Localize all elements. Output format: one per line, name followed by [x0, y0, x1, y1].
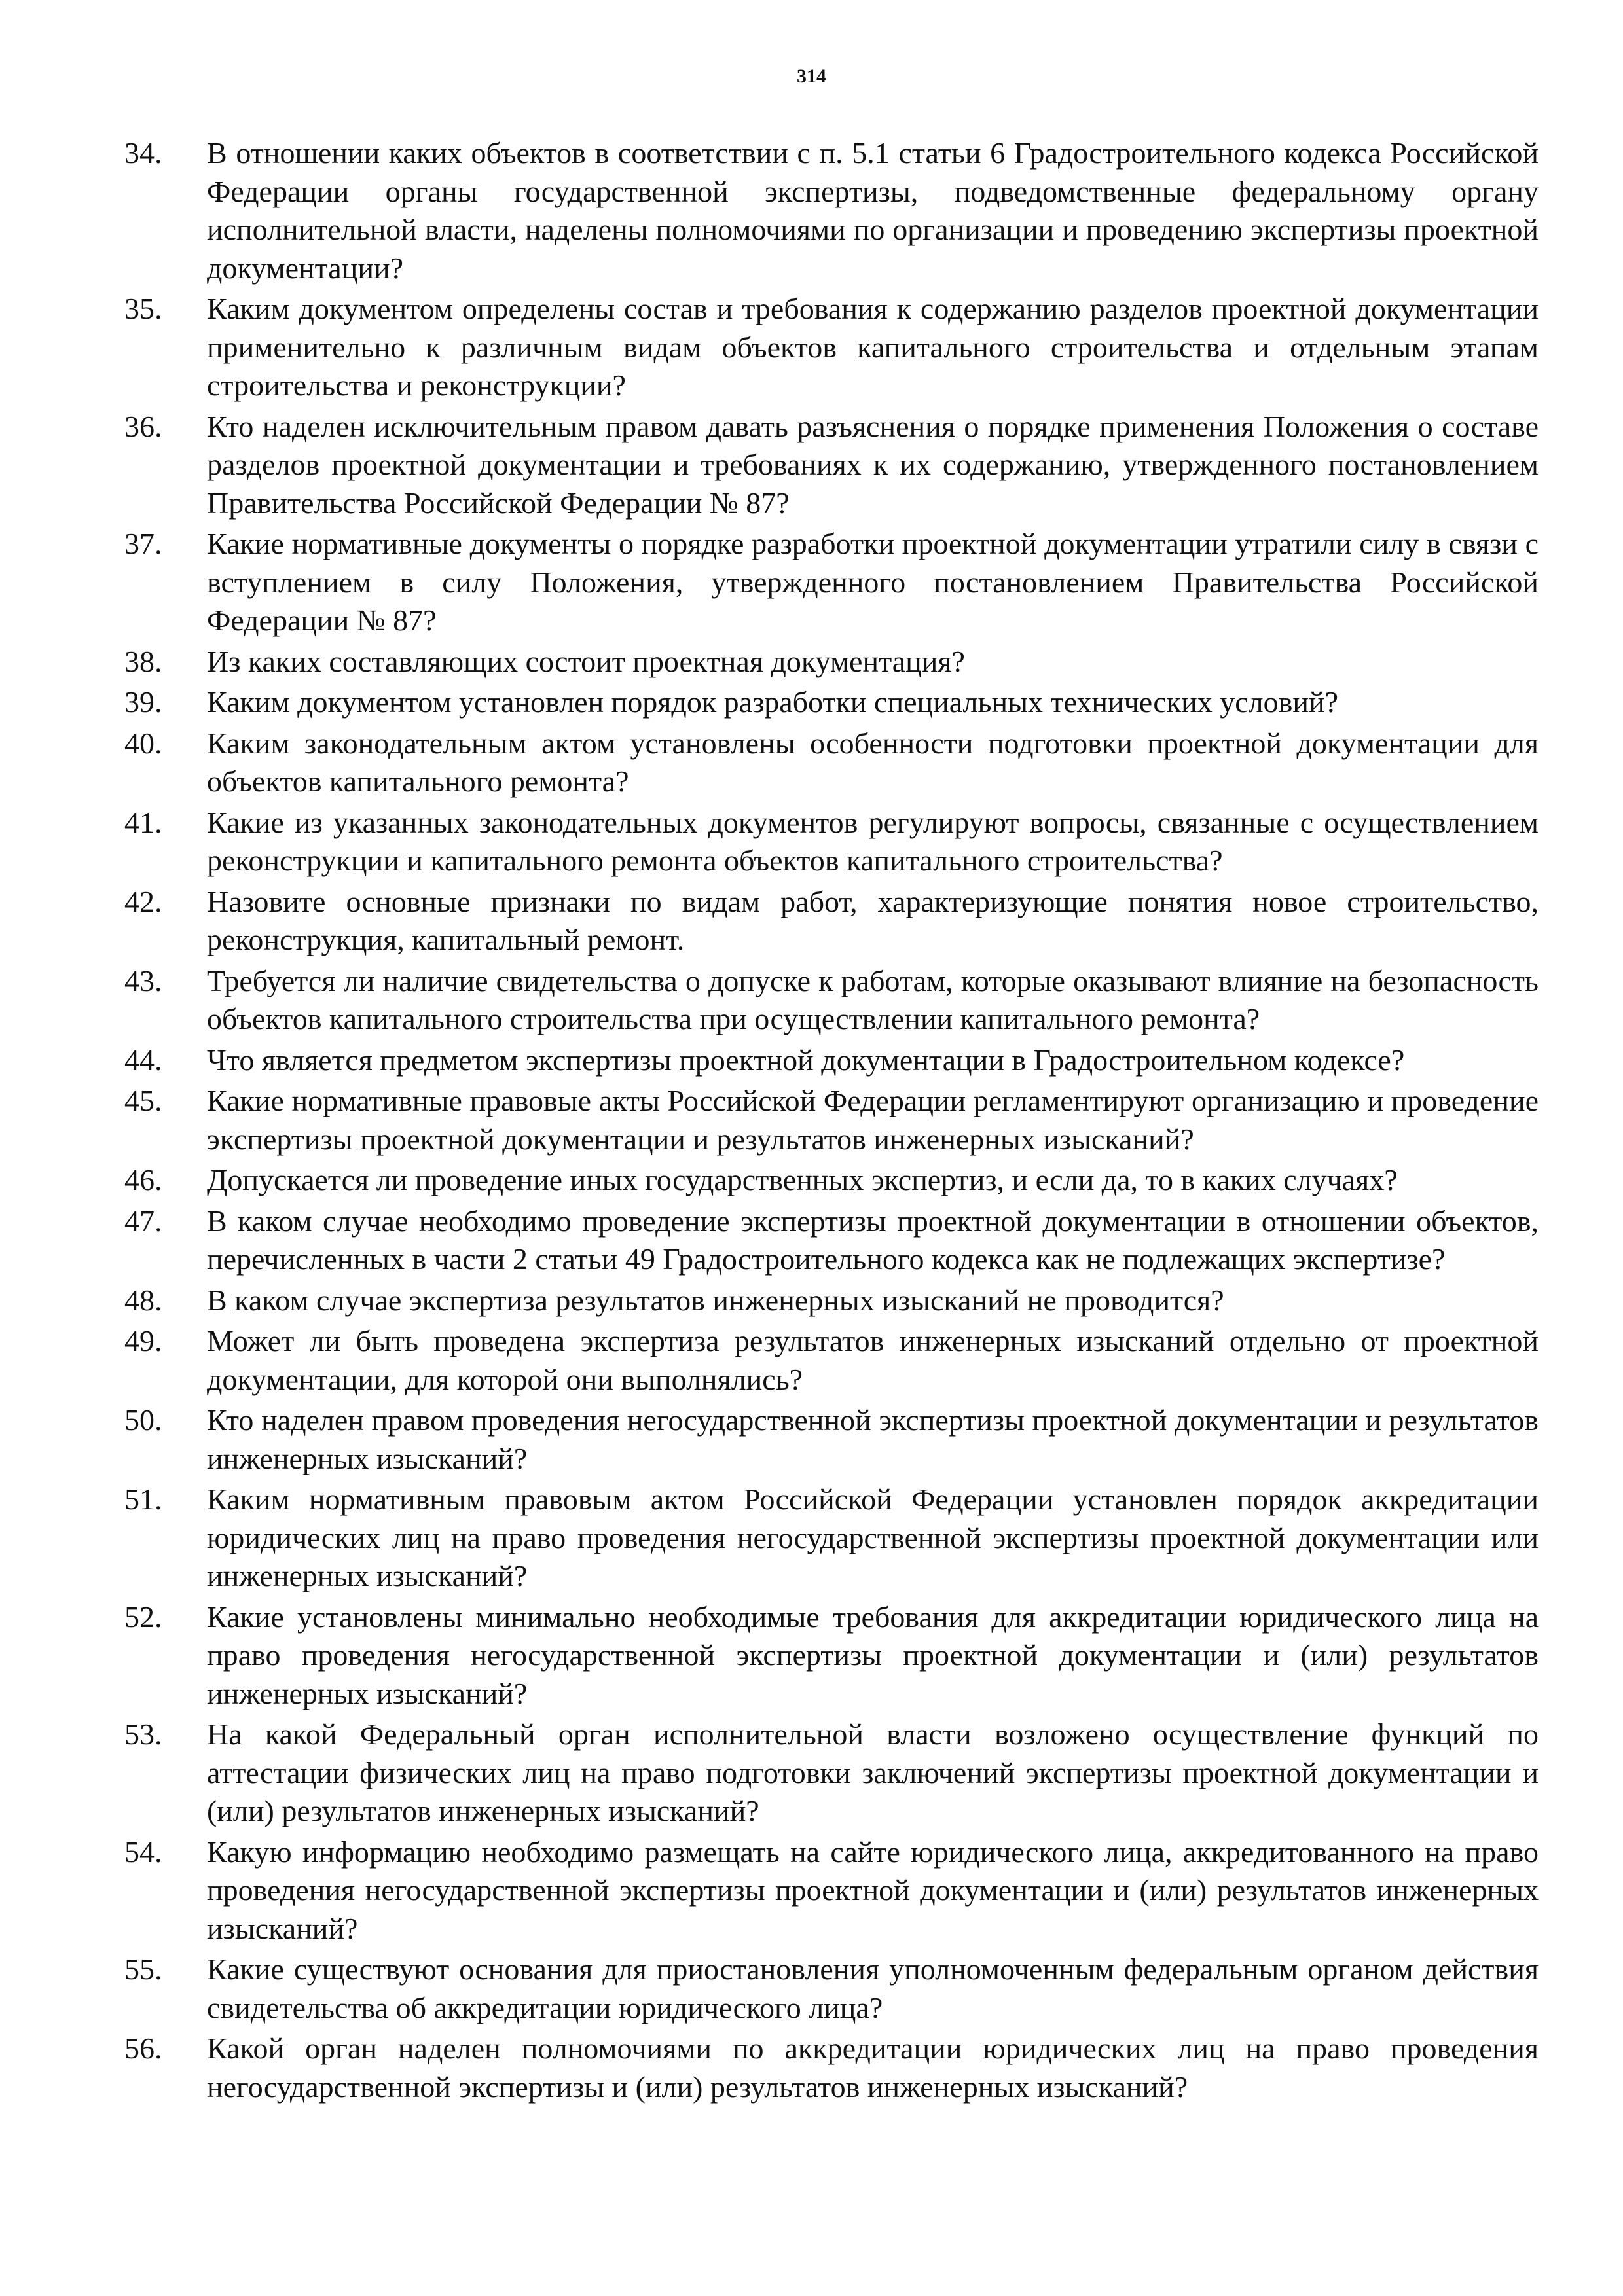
question-text: Какие из указанных законодательных документов регулируют вопросы, связанные с осуществлением реконструкции и капитального ремонта объектов капитального строительства?	[207, 805, 1539, 877]
question-item	[124, 1041, 1539, 1080]
question-text: Каким нормативным правовым актом Российской Федерации установлен порядок аккредитации юридических лиц на право проведения негосударственной экспертизы проектной документации или инженерных изысканий?	[207, 1482, 1539, 1592]
question-number: 44.	[124, 1043, 162, 1077]
question-number: 55.	[124, 1952, 162, 1986]
question-text: В каком случае необходимо проведение экспертизы проектной документации в отношении объектов, перечисленных в части 2 статьи 49 Градостроительного кодекса как не подлежащих экспертизе?	[207, 1204, 1539, 1276]
question-text: Какие нормативные документы о порядке разработки проектной документации утратили силу в связи с вступлением в силу Положения, утвержденного постановлением Правительства Российской Федерации № 87?	[207, 527, 1539, 637]
question-number: 34.	[124, 136, 162, 170]
question-item	[124, 408, 1539, 523]
question-number: 51.	[124, 1482, 162, 1516]
question-item	[124, 1161, 1539, 1200]
question-item	[124, 290, 1539, 405]
question-text: Какой орган наделен полномочиями по аккредитации юридических лиц на право проведения негосударственной экспертизы и (или) результатов инженерных изысканий?	[207, 2032, 1539, 2104]
question-text: Какую информацию необходимо размещать на сайте юридического лица, аккредитованного на право проведения негосударственной экспертизы проектной документации и (или) результатов инженерных изысканий?	[207, 1835, 1539, 1945]
question-item	[124, 1282, 1539, 1320]
question-text: Каким документом установлен порядок разработки специальных технических условий?	[207, 685, 1338, 719]
question-text: Каким документом определены состав и требования к содержанию разделов проектной документации применительно к различным видам объектов капитального строительства и отдельным этапам строительства и реконструкции?	[207, 292, 1539, 402]
question-text: Каким законодательным актом установлены особенности подготовки проектной документации для объектов капитального ремонта?	[207, 726, 1539, 798]
question-item	[124, 683, 1539, 722]
question-item	[124, 1833, 1539, 1948]
question-number: 48.	[124, 1283, 162, 1317]
question-number: 37.	[124, 527, 162, 560]
question-text: Кто наделен исключительным правом давать разъяснения о порядке применения Положения о составе разделов проектной документации и требованиях к их содержанию, утвержденного постановлением Правительства Российской Федерации № 87?	[207, 409, 1539, 520]
question-item	[124, 804, 1539, 880]
question-number: 54.	[124, 1835, 162, 1869]
question-number: 56.	[124, 2032, 162, 2065]
question-item	[124, 1082, 1539, 1158]
page-number: 314	[797, 65, 826, 87]
question-number: 45.	[124, 1084, 162, 1117]
question-item	[124, 1401, 1539, 1478]
question-text: Требуется ли наличие свидетельства о допуске к работам, которые оказывают влияние на безопасность объектов капитального строительства при осуществлении капитального ремонта?	[207, 963, 1539, 1035]
question-text: Кто наделен правом проведения негосударственной экспертизы проектной документации и результатов инженерных изысканий?	[207, 1403, 1539, 1475]
question-item	[124, 1950, 1539, 2027]
question-number: 50.	[124, 1403, 162, 1437]
question-number: 52.	[124, 1600, 162, 1634]
question-item	[124, 1202, 1539, 1279]
question-text: Какие установлены минимально необходимые требования для аккредитации юридического лица на право проведения негосударственной экспертизы проектной документации и (или) результатов инженерных изысканий?	[207, 1600, 1539, 1710]
question-text: Назовите основные признаки по видам работ, характеризующие понятия новое строительство, реконструкция, капитальный ремонт.	[207, 884, 1539, 956]
question-number: 53.	[124, 1717, 162, 1751]
question-number: 40.	[124, 726, 162, 760]
question-item	[124, 1480, 1539, 1596]
question-text: Может ли быть проведена экспертиза результатов инженерных изысканий отдельно от проектной документации, для которой они выполнялись?	[207, 1324, 1539, 1396]
question-list	[124, 134, 1539, 2109]
question-number: 35.	[124, 292, 162, 325]
question-text: В каком случае экспертиза результатов инженерных изысканий не проводится?	[207, 1283, 1224, 1317]
question-text: Какие нормативные правовые акты Российской Федерации регламентируют организацию и проведение экспертизы проектной документации и результатов инженерных изысканий?	[207, 1084, 1539, 1156]
question-text: Что является предметом экспертизы проектной документации в Градостроительном кодексе?	[207, 1043, 1405, 1077]
question-item	[124, 2030, 1539, 2106]
question-number: 49.	[124, 1324, 162, 1357]
question-item	[124, 1322, 1539, 1399]
question-number: 43.	[124, 963, 162, 997]
question-text: Какие существуют основания для приостановления уполномоченным федеральным органом действия свидетельства об аккредитации юридического лица?	[207, 1952, 1539, 2024]
question-item	[124, 525, 1539, 640]
question-item	[124, 962, 1539, 1039]
question-text: Из каких составляющих состоит проектная документация?	[207, 644, 965, 678]
question-item	[124, 643, 1539, 681]
question-number: 47.	[124, 1204, 162, 1238]
question-number: 41.	[124, 805, 162, 839]
question-text: На какой Федеральный орган исполнительной власти возложено осуществление функций по аттестации физических лиц на право подготовки заключений экспертизы проектной документации и (или) результатов инженерных изысканий?	[207, 1717, 1539, 1827]
question-text: Допускается ли проведение иных государственных экспертиз, и если да, то в каких случаях?	[207, 1163, 1398, 1196]
question-item	[124, 134, 1539, 287]
question-number: 38.	[124, 644, 162, 678]
question-number: 42.	[124, 884, 162, 918]
question-number: 36.	[124, 409, 162, 443]
question-number: 39.	[124, 685, 162, 719]
question-item	[124, 1598, 1539, 1713]
question-text: В отношении каких объектов в соответствии с п. 5.1 статьи 6 Градостроительного кодекса Российской Федерации органы государственной экспертизы, подведомственные федеральному органу исполнительной власти, наделены полномочиями по организации и проведению экспертизы проектной документации?	[207, 136, 1539, 285]
question-item	[124, 883, 1539, 960]
question-item	[124, 725, 1539, 801]
question-item	[124, 1715, 1539, 1831]
question-number: 46.	[124, 1163, 162, 1196]
